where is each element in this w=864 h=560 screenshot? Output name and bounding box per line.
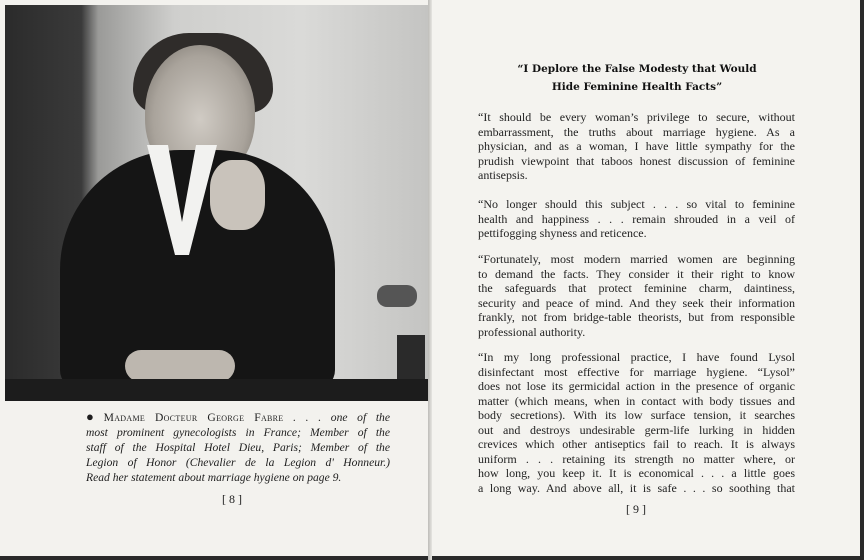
caption-line: staff of the Hospital Hotel Dieu, Paris; Member of the <box>86 441 390 454</box>
bullet-icon: ● <box>86 409 101 424</box>
body-paragraph <box>478 110 795 183</box>
telephone <box>377 275 427 385</box>
caption-name: Madame Docteur George Fabre <box>103 411 284 424</box>
caption-line: most prominent gynecologists in France; Member of the <box>86 426 390 439</box>
photo-caption <box>86 409 390 485</box>
body-paragraph <box>478 252 795 339</box>
text-line: prudish viewpoint that taboos honest discussion of feminine <box>478 153 795 168</box>
text-line: the safeguards that protect feminine charm, daintiness, <box>478 281 795 295</box>
text-line: physician, and as a woman, I have little sympathy for the <box>478 139 795 153</box>
text-line: crevices which other antiseptics fail to reach. It is always <box>478 437 795 451</box>
text-line: security and peace of mind. And they seek their information <box>478 295 795 310</box>
page-number: [ 9 ] <box>626 502 646 516</box>
portrait-photo <box>5 5 429 401</box>
text-line: “It should be every woman’s privilege to secure, without <box>478 110 795 124</box>
caption-line: Read her statement about marriage hygiene on page 9. <box>86 471 342 484</box>
text-line: body secretions). With its low surface tension, it searches <box>478 408 795 422</box>
text-line: out and destroys undesirable germ-life lurking in hidden <box>478 422 795 437</box>
text-line: pettifogging shyness and reticence. <box>478 226 647 240</box>
text-line: how long, you keep it. It is economical . . . a little goes <box>478 466 795 480</box>
left-page <box>0 0 428 556</box>
headline-line: “I Deplore the False Modesty that Would <box>517 63 757 75</box>
text-line: does not lose its germicidal action in the presence of organic <box>478 379 795 393</box>
text-line: uniform . . . retaining its strength no matter where, or <box>478 451 795 466</box>
body-paragraph <box>478 197 795 241</box>
text-line: to demand the facts. They consider it their right to know <box>478 266 795 281</box>
caption-line: Legion of Honor (Chevalier de la Legion d' Honneur.) <box>86 456 390 469</box>
page-number: [ 8 ] <box>222 492 242 506</box>
body-paragraph <box>478 350 795 495</box>
text-line: frankly, not from bridge-table theorists, but from responsible <box>478 310 795 324</box>
text-line: professional authority. <box>478 324 586 339</box>
text-line: “No longer should this subject . . . so vital to feminine <box>478 197 795 211</box>
text-line: “In my long professional practice, I have found Lysol <box>478 350 795 364</box>
headline <box>478 60 796 96</box>
text-line: a long way. And above all, it is safe . . . so soothing that <box>478 480 795 495</box>
text-line: disinfectant most effective for marriage hygiene. “Lysol” <box>478 364 795 379</box>
headline-line: Hide Feminine Health Facts” <box>551 81 723 93</box>
text-line: embarrassment, the truths about marriage hygiene. As a <box>478 124 795 139</box>
caption-line: ● Madame Docteur George Fabre . . . one of the <box>86 409 390 424</box>
text-line: “Fortunately, most modern married women are beginning <box>478 252 795 266</box>
text-line: antisepsis. <box>478 168 528 182</box>
text-line: matter (which means, when in contact with body tissues and <box>478 393 795 408</box>
text-line: health and happiness . . . remain shrouded in a veil of <box>478 211 795 226</box>
